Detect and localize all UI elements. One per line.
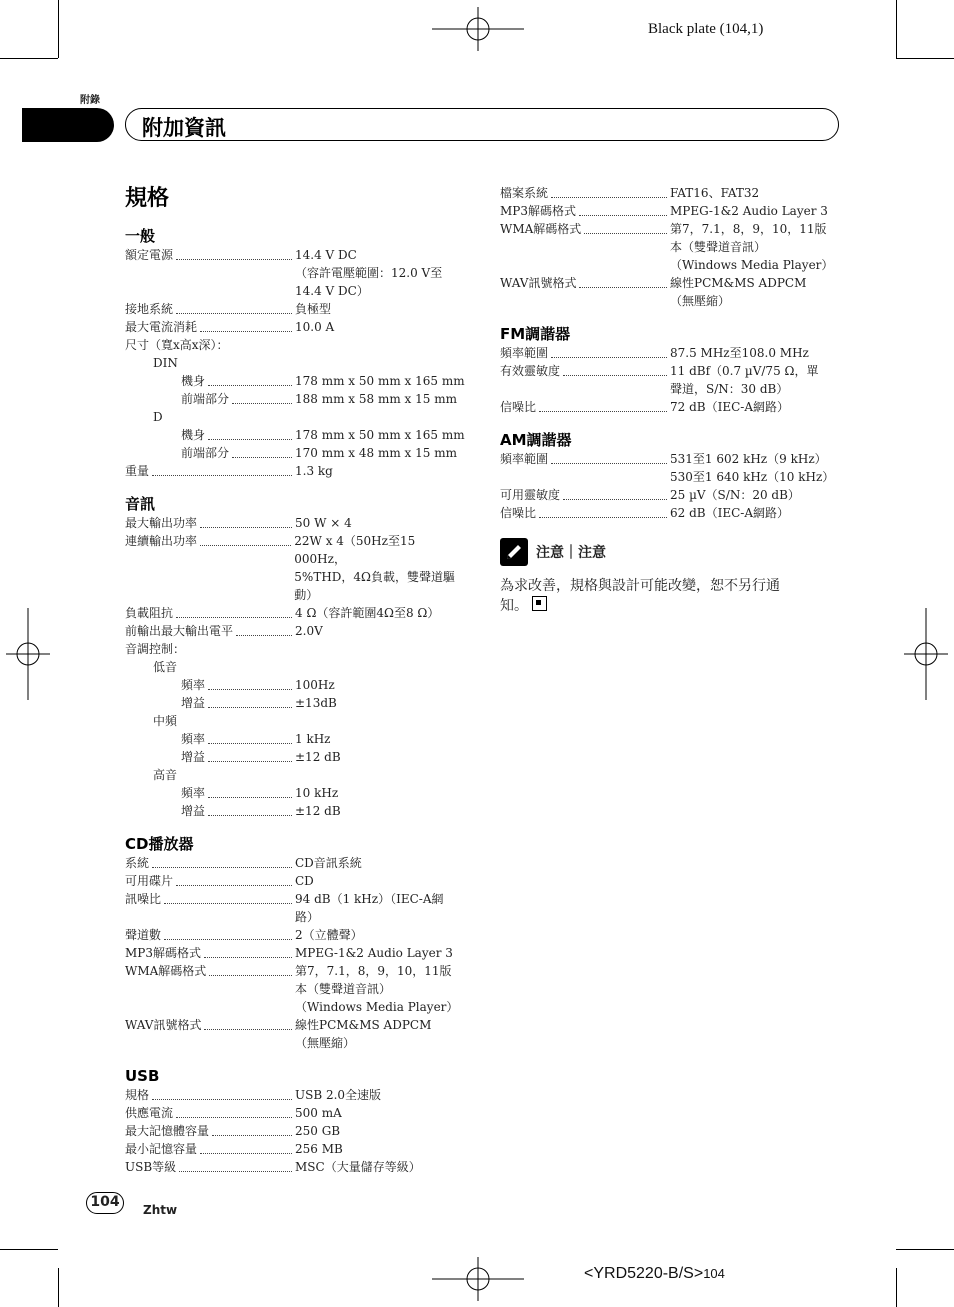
spec-label: 前端部分 [181,446,230,460]
spec-label-wrap [125,532,294,550]
spec-label-wrap [125,1104,295,1122]
spec-label: 前端部分 [181,392,230,406]
crop-mark [0,58,58,59]
spec-label-wrap [125,1140,295,1158]
leader-dots [579,287,667,288]
spec-row [125,944,470,962]
spec-row [125,1140,470,1158]
section-heading: USB [125,1067,160,1085]
spec-label-wrap [125,372,295,390]
crop-mark [896,58,954,59]
page-title: 規格 [125,186,170,211]
spec-value: 10.0 A [295,320,335,334]
leader-dots [539,411,667,412]
spec-label-wrap [500,398,670,416]
leader-dots [551,357,667,358]
leader-dots [200,331,292,332]
section-tag: 附錄 [80,95,100,106]
spec-row [500,344,845,362]
crop-mark [0,1249,58,1250]
spec-value: 負極型 [295,302,332,316]
leader-dots [176,617,292,618]
spec-row [500,202,845,220]
section-heading: 音訊 [125,495,156,513]
spec-label: 最大輸出功率 [125,516,198,530]
leader-dots [212,1135,292,1136]
spec-row [125,766,470,784]
spec-label: D [153,410,163,424]
plate-label: Black plate (104,1) [648,21,764,37]
leader-dots [164,939,292,940]
spec-value: CD [295,874,314,888]
spec-row [500,220,845,274]
end-mark-icon [532,596,547,611]
leader-dots [232,457,292,458]
spec-value: 531至1 602 kHz（9 kHz） 530至1 640 kHz（10 kHz） [670,452,835,484]
spec-row [125,1086,470,1104]
spec-value: 87.5 MHz至108.0 MHz [670,346,809,360]
spec-value: 178 mm x 50 mm x 165 mm [295,374,465,388]
model-code [584,1265,725,1283]
spec-row [500,362,845,398]
leader-dots [204,957,292,958]
spec-label: DIN [153,356,178,370]
spec-value: 10 kHz [295,786,339,800]
spec-row [125,890,470,926]
spec-row [125,372,470,390]
leader-dots [209,975,292,976]
spec-label-wrap [125,766,295,784]
spec-value: CD音訊系統 [295,856,362,870]
spec-value: 1 kHz [295,732,331,746]
spec-row [125,1158,470,1176]
spec-value: 第7，7.1，8，9，10，11版 本（雙聲道音訊） （Windows Media Player） [670,222,834,272]
spec-value: 100Hz [295,678,335,692]
spec-value: 14.4 V DC （容許電壓範圍：12.0 V至 14.4 V DC） [295,248,443,298]
leader-dots [208,743,292,744]
spec-row [125,1104,470,1122]
spec-label: WMA解碼格式 [500,222,582,236]
crop-mark [58,1268,59,1307]
spec-value: 178 mm x 50 mm x 165 mm [295,428,465,442]
leader-dots [200,1153,292,1154]
spec-row [125,1122,470,1140]
spec-value: 1.3 kg [295,464,333,478]
spec-label-wrap [500,184,670,202]
spec-label-wrap [125,514,295,532]
leader-dots [176,885,292,886]
spec-value: 線性PCM&MS ADPCM （無壓縮） [670,276,807,308]
spec-value: 62 dB（IEC-A網路） [670,506,789,520]
spec-label-wrap [125,336,295,354]
spec-value: FAT16、FAT32 [670,186,760,200]
spec-label-wrap [125,944,295,962]
note-label: 注意｜注意 [536,545,606,561]
spec-row [125,926,470,944]
spec-row [125,872,470,890]
spec-label: 信噪比 [500,506,537,520]
spec-row [500,504,845,522]
spec-value: 22W x 4（50Hz至15 000Hz， 5%THD，4Ω負載，雙聲道驅 動） [294,534,455,602]
crop-mark [896,0,897,58]
spec-label-wrap [125,926,295,944]
spec-label-wrap [125,712,295,730]
spec-label-wrap [125,658,295,676]
leader-dots [579,215,667,216]
spec-label: 可用碟片 [125,874,174,888]
spec-label-wrap [125,300,295,318]
spec-label-wrap [125,890,295,908]
spec-label-wrap [125,1158,295,1176]
spec-row [125,354,470,372]
spec-label-wrap [125,246,295,264]
spec-row [125,676,470,694]
spec-value: 11 dBf（0.7 µV/75 Ω，單 聲道，S/N：30 dB） [670,364,819,396]
spec-label: 高音 [153,768,178,782]
leader-dots [208,385,292,386]
leader-dots [208,797,292,798]
spec-value: 170 mm x 48 mm x 15 mm [295,446,457,460]
leader-dots [152,475,292,476]
crop-mark [58,0,59,58]
leader-dots [164,903,292,904]
spec-label-wrap [125,694,295,712]
spec-value: ±13dB [295,696,337,710]
spec-label: 增益 [181,750,206,764]
leader-dots [551,197,667,198]
spec-label: 重量 [125,464,150,478]
spec-label-wrap [500,220,670,238]
spec-row [125,784,470,802]
spec-label: 中頻 [153,714,178,728]
spec-label: 最小記憶容量 [125,1142,198,1156]
spec-label-wrap [125,622,295,640]
spec-row [500,486,845,504]
spec-label-wrap [500,202,670,220]
spec-value: 72 dB（IEC-A網路） [670,400,789,414]
leader-dots [584,233,667,234]
leader-dots [152,867,292,868]
spec-value: 188 mm x 58 mm x 15 mm [295,392,457,406]
spec-row [125,1016,470,1052]
spec-label: 信噪比 [500,400,537,414]
spec-label: 額定電源 [125,248,174,262]
spec-row [125,408,470,426]
leader-dots [208,761,292,762]
leader-dots [208,707,292,708]
right-spec-sections [500,324,845,522]
spec-row [125,390,470,408]
leader-dots [539,517,667,518]
spec-row [125,426,470,444]
spec-row [125,444,470,462]
spec-label-wrap [125,426,295,444]
spec-row [125,730,470,748]
registration-mark-icon [6,608,50,700]
spec-label: 接地系統 [125,302,174,316]
spec-label-wrap [125,444,295,462]
spec-label: 尺寸（寬x高x深）： [125,338,229,352]
spec-label: 檔案系統 [500,186,549,200]
leader-dots [208,439,292,440]
registration-mark-icon [432,1257,524,1301]
spec-label: 最大記憶體容量 [125,1124,210,1138]
spec-label: 聲道數 [125,928,162,942]
spec-value: 94 dB（1 kHz）（IEC-A網 路） [295,892,444,924]
left-spec-sections [125,226,470,1176]
leader-dots [563,499,667,500]
leader-dots [176,313,292,314]
spec-value: 250 GB [295,1124,341,1138]
spec-value: MPEG-1&2 Audio Layer 3 [670,204,828,218]
spec-row [125,640,470,658]
spec-value: ±12 dB [295,750,341,764]
spec-label: 頻率範圍 [500,452,549,466]
spec-value: 2（立體聲） [295,928,363,942]
banner-title: 附加資訊 [142,116,226,140]
section-banner [125,108,839,141]
spec-label: 負載阻抗 [125,606,174,620]
spec-row [125,962,470,1016]
spec-label: 增益 [181,804,206,818]
spec-label-wrap [125,854,295,872]
spec-row [125,854,470,872]
spec-label: 規格 [125,1088,150,1102]
section-heading: 一般 [125,227,156,245]
model-page: 104 [703,1266,725,1281]
spec-label: 頻率 [181,678,206,692]
spec-label: 低音 [153,660,178,674]
spec-value: MSC（大量儲存等級） [295,1160,421,1174]
leader-dots [176,259,292,260]
spec-label-wrap [125,390,295,408]
spec-label: 機身 [181,428,206,442]
spec-label: 頻率 [181,786,206,800]
spec-label: 前輸出最大輸出電平 [125,624,234,638]
spec-row [125,712,470,730]
spec-row [500,274,845,310]
spec-label: 最大電流消耗 [125,320,198,334]
spec-label-wrap [125,1122,295,1140]
spec-value: 25 µV（S/N：20 dB） [670,488,800,502]
leader-dots [236,635,292,636]
note-block [500,538,845,616]
leader-dots [563,375,667,376]
section-heading: CD播放器 [125,835,194,853]
spec-label: 系統 [125,856,150,870]
spec-label: WMA解碼格式 [125,964,207,978]
spec-label-wrap [125,802,295,820]
spec-label: 訊噪比 [125,892,162,906]
spec-value: 256 MB [295,1142,343,1156]
page-number: 104 [86,1192,124,1214]
spec-row [125,514,470,532]
spec-value: 2.0V [295,624,323,638]
crop-mark [896,1268,897,1307]
leader-dots [200,545,291,546]
right-column [500,184,845,616]
spec-row [125,462,470,480]
spec-value: 第7，7.1，8，9，10，11版 本（雙聲道音訊） （Windows Media Player） [295,964,459,1014]
spec-value: 50 W × 4 [295,516,352,530]
leader-dots [200,527,292,528]
spec-row [125,604,470,622]
model-code-text: <YRD5220-B/S> [584,1265,704,1282]
crop-mark [896,1249,954,1250]
spec-label: WAV訊號格式 [125,1018,202,1032]
spec-label-wrap [125,1016,295,1034]
leader-dots [176,1117,292,1118]
section-heading: FM調諧器 [500,325,571,343]
registration-mark-icon [904,608,948,700]
leader-dots [208,815,292,816]
spec-row [125,802,470,820]
spec-value: 500 mA [295,1106,342,1120]
spec-label: 音調控制： [125,642,186,656]
spec-label-wrap [125,354,295,372]
spec-row [125,694,470,712]
spec-label-wrap [500,344,670,362]
spec-row [125,532,470,604]
leader-dots [179,1171,292,1172]
spec-row [125,622,470,640]
spec-row [500,184,845,202]
spec-label: MP3解碼格式 [500,204,576,218]
spec-label: MP3解碼格式 [125,946,201,960]
leader-dots [152,1099,292,1100]
right-top-specs [500,184,845,310]
spec-label: WAV訊號格式 [500,276,577,290]
spec-row [125,318,470,336]
note-pencil-icon [500,538,528,566]
spec-label-wrap [125,872,295,890]
language-code: Zhtw [143,1203,178,1217]
spec-label: 連續輸出功率 [125,534,198,548]
spec-label-wrap [500,362,670,380]
spec-label-wrap [500,486,670,504]
leader-dots [232,403,292,404]
spec-row [125,300,470,318]
left-column [125,184,470,1176]
spec-label: 機身 [181,374,206,388]
leader-dots [551,463,667,464]
spec-row [125,336,470,354]
spec-label-wrap [125,784,295,802]
section-heading: AM調諧器 [500,431,572,449]
spec-row [500,398,845,416]
leader-dots [204,1029,292,1030]
spec-value: 線性PCM&MS ADPCM （無壓縮） [295,1018,432,1050]
spec-label-wrap [125,640,295,658]
spec-label-wrap [125,1086,295,1104]
spec-label-wrap [500,274,670,292]
spec-label-wrap [125,748,295,766]
spec-label-wrap [500,504,670,522]
leader-dots [208,689,292,690]
spec-label-wrap [125,318,295,336]
spec-label-wrap [125,462,295,480]
spec-value: 4 Ω（容許範圍4Ω至8 Ω） [295,606,440,620]
spec-row [125,246,470,300]
spec-label: USB等級 [125,1160,177,1174]
note-text: 為求改善，規格與設計可能改變，恕不另行通 知。 [500,578,780,614]
spec-label-wrap [125,730,295,748]
spec-label: 有效靈敏度 [500,364,561,378]
spec-label: 頻率範圍 [500,346,549,360]
registration-mark-icon [432,7,524,51]
section-tab [22,108,114,142]
spec-label-wrap [125,408,295,426]
spec-label: 供應電流 [125,1106,174,1120]
spec-label: 可用靈敏度 [500,488,561,502]
spec-value: USB 2.0全速版 [295,1088,382,1102]
spec-label: 頻率 [181,732,206,746]
spec-label-wrap [125,604,295,622]
spec-row [500,450,845,486]
spec-label-wrap [125,676,295,694]
spec-row [125,748,470,766]
spec-value: ±12 dB [295,804,341,818]
spec-label: 增益 [181,696,206,710]
spec-value: MPEG-1&2 Audio Layer 3 [295,946,453,960]
spec-row [125,658,470,676]
spec-label-wrap [125,962,295,980]
spec-label-wrap [500,450,670,468]
